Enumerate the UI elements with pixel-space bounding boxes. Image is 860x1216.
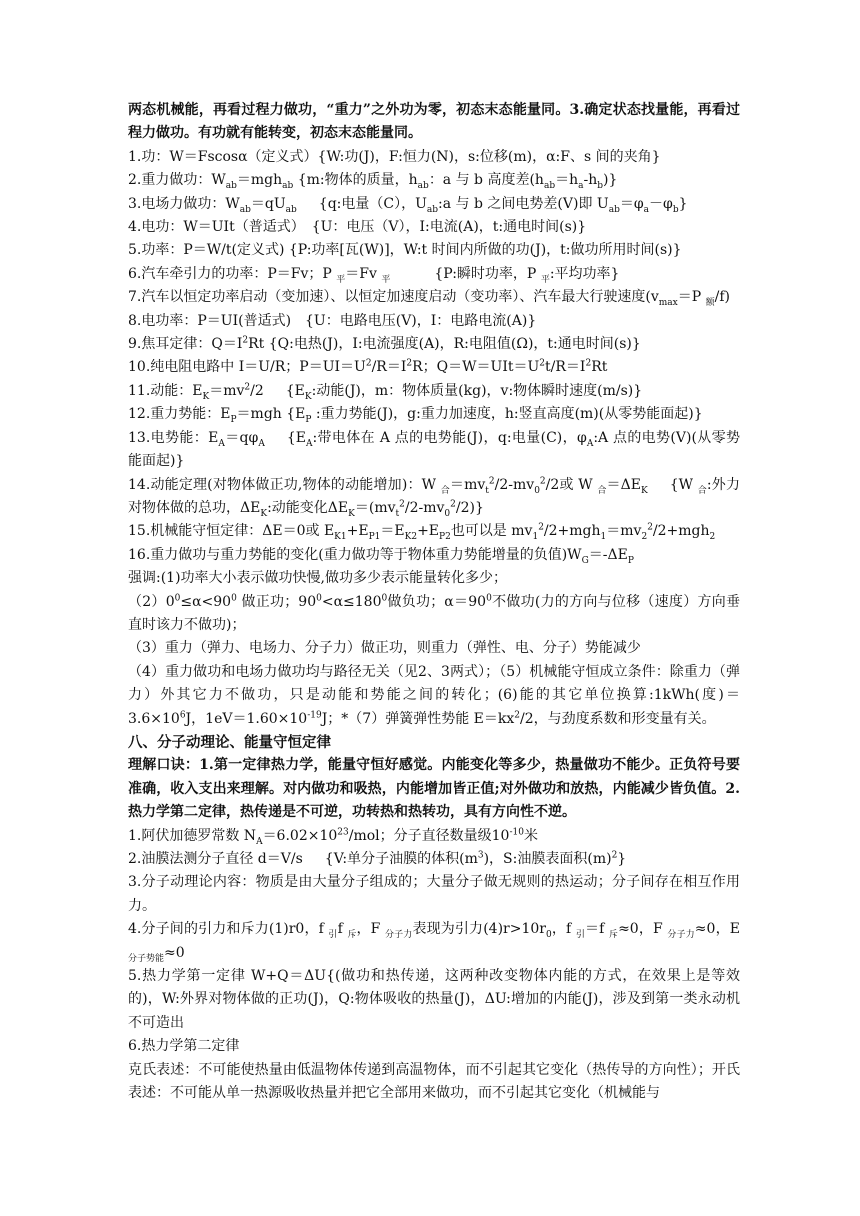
- thermo-second-law: 6.热力学第二定律: [128, 1038, 240, 1055]
- formula-gravity-work-potential: 16.重力做功与重力势能的变化(重力做功等于物体重力势能增量的负值)$W_G=-\Delta E_P$: [128, 546, 634, 566]
- clausius-kelvin: 克氏表述：不可能使热量由低温物体传递到高温物体，而不引起其它变化（热传导的方向性）；开氏表述：不可能从单一热源吸收热量并把它全部用来做功，而不引起其它变化（机械能与: [128, 1061, 740, 1102]
- document-page: [128, 99, 740, 1105]
- mnemonic-thermo: 理解口诀：1.第一定律热力学，能量守恒好感觉。内能变化等多少，热量做功不能少。正负符号要准确，收入支出来理解。对内做功和吸热，内能增加皆正值;对外做功和放热，内能减少皆负值。2.热力学第二定律，热传递是不可逆，功转热和热转功，具有方向性不逆。: [128, 757, 740, 821]
- formula-gravity-potential: 12.重力势能：$E_P=mgh$ {$E_P$ :重力势能(J)，g:重力加速度，h:竖直高度(m)(从零势能面起)}: [128, 406, 703, 426]
- emphasis-1: 强调:(1)功率大小表示做功快慢,做功多少表示能量转化多少；: [128, 570, 507, 587]
- formula-avogadro: 1.阿伏加德罗常数 $N_A=6.02\times 10^{23}$/mol；分子直径数量级$10^{-10}$米: [128, 826, 538, 847]
- formula-electric-power: 8.电功率：P＝UI(普适式) {U：电路电压(V)，I：电路电流(A)}: [128, 312, 537, 329]
- emphasis-2: $(2)0^0\le\alpha<90^0$ 做正功；$90^0<\alpha\le 180^0$做负功；$\alpha=90^0$不做功(力的方向与位移（速度）方向垂直时该力不做功)；: [128, 592, 740, 633]
- formula-kinetic-energy: 11.动能：$E_K=mv^2/2$ {$E_K$:动能(J)，m：物体质量(kg)，v:物体瞬时速度(m/s)}: [128, 382, 643, 402]
- formula-energy-conservation: 15.机械能守恒定律：ΔE＝0或 $E_{K1}+E_{P1}=E_{K2}+E_{P2}$也可以是 $mv_1^2/2+mgh_1=mv_2^2/2+mgh_2$: [128, 522, 716, 543]
- molecular-forces: 4.分子间的引力和斥力(1)r0，f $_引$f $_斥$，F $_{分子力}$表现为引力$(4)r>10r_0$，f $_引$＝f $_斥$≈0，F $_{分子力}$≈0，E $_{分子势能}$≈0: [128, 921, 740, 964]
- molecular-theory: 3.分子动理论内容：物质是由大量分子组成的；大量分子做无规则的热运动；分子间存在相互作用力。: [128, 874, 740, 914]
- formula-oil-film: 2.油膜法测分子直径 d＝V/s {V:单分子油膜的体积$(m^3)$，S:油膜表面积$(m)^2$}: [128, 850, 627, 867]
- formula-pure-resistor: 10.纯电阻电路中 I＝U/R；$P=UI=U^2/R=I^2R$；$Q=W=UIt=U^2t/R=I^2Rt$: [128, 358, 608, 376]
- formula-kinetic-theorem: 14.动能定理(对物体做正功,物体的动能增加)：W $_合=mv_t^2/2-mv_0^2/2$或 W $_合=\Delta E_K$ {W $_合$:外力对物体做的总功，$\Delta E_K$:动能变化$\Delta E_K=(mv_t^2/2-mv_0^2/2)$}: [128, 475, 740, 519]
- formula-electric-work: 3.电场力做功：$W_{ab}=qU_{ab}$ {q:电量（C），$U_{ab}:a$ 与 b 之间电势差(V)即 $U_{ab}=\varphi_a-\varphi_b$}: [128, 195, 688, 215]
- emphasis-4: （4）重力做功和电场力做功均与路径无关（见2、3两式）；（5）机械能守恒成立条件：除重力（弹力）外其它力不做功，只是动能和势能之间的转化；(6)能的其它单位换算:1kWh(度)$=3.6\times 10^6J$，$1eV=1.60\times 10^{-19}J$；*（7）弹簧弹性势能 $E=kx^2/2$，与劲度系数和形变量有关。: [128, 663, 740, 727]
- formula-car-start: 7.汽车以恒定功率启动（变加速）、以恒定加速度启动（变功率）、汽车最大行驶速度($v_{max}=P$ $_额$/f): [128, 289, 730, 309]
- formula-power: 5.功率：P＝W/t(定义式) {P:功率[瓦(W)]，W:t 时间内所做的功(J)，t:做功所用时间(s)}: [128, 242, 682, 259]
- formula-electric-energy: 4.电功：W＝UIt（普适式） {U：电压（V），I:电流(A)，t:通电时间(s)}: [128, 219, 587, 236]
- mnemonic-intro: 两态机械能，再看过程力做功，“重力”之外功为零，初态末态能量同。3.确定状态找量能，再看过程力做功。有功就有能转变，初态末态能量同。: [128, 102, 740, 142]
- formula-gravity-work: 2.重力做功：$W_{ab}=mgh_{ab}$ {m:物体的质量，$h_{ab}$：a 与 b 高度差$(h_{ab}=h_a-h_b)$}: [128, 172, 618, 192]
- formula-joule: 9.焦耳定律：$Q=I^2Rt$ {Q:电热(J)，I:电流强度(A)，R:电阻值(Ω)，t:通电时间(s)}: [128, 335, 641, 353]
- section-heading: 八、分子动理论、能量守恒定律: [128, 733, 331, 751]
- thermo-first-law: 5.热力学第一定律 W+Q＝ΔU{(做功和热传递，这两种改变物体内能的方式，在效果上是等效的)，W:外界对物体做的正功(J)，Q:物体吸收的热量(J)，ΔU:增加的内能(J)，涉及到第一类永动机不可造出: [128, 968, 740, 1031]
- formula-electric-potential: 13.电势能：$E_A=q\varphi_A$ {$E_A$:带电体在 A 点的电势能(J)，q:电量(C)，$\varphi_A:A$ 点的电势(V)(从零势能面起)}: [128, 429, 741, 470]
- formula-car-power: 6.汽车牵引力的功率：P＝Fv；P $_平$＝Fv $_平$ {P:瞬时功率，P $_平$:平均功率}: [128, 265, 620, 285]
- formula-work: 1.功：W＝Fscosα（定义式）{W:功(J)，F:恒力(N)，s:位移(m)，α:F、s 间的夹角}: [128, 148, 661, 165]
- emphasis-3: （3）重力（弹力、电场力、分子力）做正功，则重力（弹性、电、分子）势能减少: [128, 640, 641, 657]
